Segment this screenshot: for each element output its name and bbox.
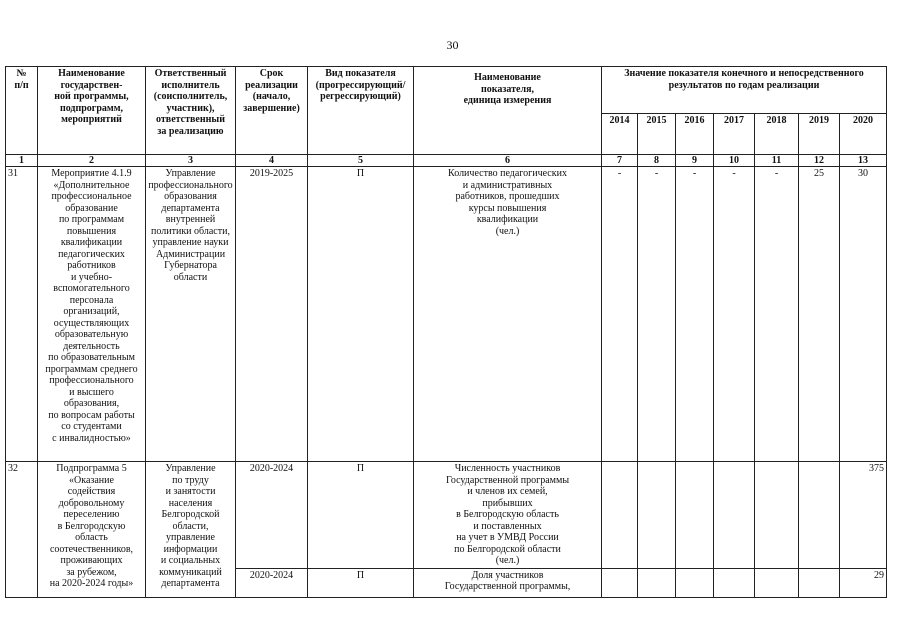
- header-indicator-name: Наименование показателя, единица измерения: [414, 67, 602, 155]
- column-number: 1: [6, 155, 38, 167]
- row-value: -: [714, 167, 755, 462]
- row-value: [799, 462, 840, 569]
- row-type: П: [308, 568, 414, 597]
- header-values-title: Значение показателя конечного и непосредственного результатов по годам реализации: [602, 67, 887, 114]
- column-number: 5: [308, 155, 414, 167]
- table-row: [6, 167, 887, 462]
- row-value: [714, 462, 755, 569]
- row-program: Мероприятие 4.1.9 «Дополнительное профессиональное образование по программам повышения квалификации педагогических работников и учебно- вспомогательного персонала организаций, осуществляющих образовательную деятельность по образовательным программам среднего профессионального и высшего образования, по вопросам работы со студентами с инвалидностью»: [38, 167, 146, 462]
- row-responsible: Управление профессионального образования департамента внутренней политики области, управление науки Администрации Губернатора области: [146, 167, 236, 462]
- row-value: 29: [840, 568, 887, 597]
- row-type: П: [308, 167, 414, 462]
- row-value: [799, 568, 840, 597]
- row-value: [638, 568, 676, 597]
- row-type: П: [308, 462, 414, 569]
- row-term: 2020-2024: [236, 462, 308, 569]
- header-year: 2017: [714, 114, 755, 155]
- column-number: 10: [714, 155, 755, 167]
- row-value: [638, 462, 676, 569]
- header-year: 2016: [676, 114, 714, 155]
- column-number: 3: [146, 155, 236, 167]
- row-indicator: Количество педагогических и административных работников, прошедших курсы повышения квалификации (чел.): [414, 167, 602, 462]
- row-value: 375: [840, 462, 887, 569]
- row-value: -: [755, 167, 799, 462]
- row-value: -: [638, 167, 676, 462]
- column-number: 8: [638, 155, 676, 167]
- row-value: [676, 568, 714, 597]
- row-value: [676, 462, 714, 569]
- row-value: [714, 568, 755, 597]
- indicators-table: [5, 66, 887, 598]
- header-year: 2019: [799, 114, 840, 155]
- row-responsible: Управление по труду и занятости населения Белгородской области, управление информации и социальных коммуникаций департамента: [146, 462, 236, 598]
- row-indicator: Доля участников Государственной программы,: [414, 568, 602, 597]
- column-number: 9: [676, 155, 714, 167]
- table-row: [6, 462, 887, 569]
- column-number: 2: [38, 155, 146, 167]
- page-number: 30: [446, 38, 459, 52]
- row-num: 32: [6, 462, 38, 598]
- column-number: 11: [755, 155, 799, 167]
- header-year: 2014: [602, 114, 638, 155]
- row-term: 2020-2024: [236, 568, 308, 597]
- header-num: № п/п: [6, 67, 38, 155]
- row-value: [755, 568, 799, 597]
- row-value: -: [676, 167, 714, 462]
- row-value: 30: [840, 167, 887, 462]
- header-year: 2018: [755, 114, 799, 155]
- column-number: 13: [840, 155, 887, 167]
- header-year: 2015: [638, 114, 676, 155]
- header-indicator-type: Вид показателя (прогрессирующий/ регрессирующий): [308, 67, 414, 155]
- column-number: 12: [799, 155, 840, 167]
- column-number: 7: [602, 155, 638, 167]
- header-year: 2020: [840, 114, 887, 155]
- row-value: -: [602, 167, 638, 462]
- column-number: 4: [236, 155, 308, 167]
- header-program: Наименование государствен- ной программы, подпрограмм, мероприятий: [38, 67, 146, 155]
- row-value: [602, 462, 638, 569]
- column-number: 6: [414, 155, 602, 167]
- row-value: [755, 462, 799, 569]
- header-responsible: Ответственный исполнитель (соисполнитель, участник), ответственный за реализацию: [146, 67, 236, 155]
- row-num: 31: [6, 167, 38, 462]
- header-term: Срок реализации (начало, завершение): [236, 67, 308, 155]
- column-numbers-row: [6, 155, 887, 167]
- row-program: Подпрограмма 5 «Оказание содействия добровольному переселению в Белгородскую область соотечественников, проживающих за рубежом, на 2020-2024 годы»: [38, 462, 146, 598]
- row-indicator: Численность участников Государственной программы и членов их семей, прибывших в Белгородскую область и поставленных на учет в УМВД России по Белгородской области (чел.): [414, 462, 602, 569]
- row-value: 25: [799, 167, 840, 462]
- row-term: 2019-2025: [236, 167, 308, 462]
- row-value: [602, 568, 638, 597]
